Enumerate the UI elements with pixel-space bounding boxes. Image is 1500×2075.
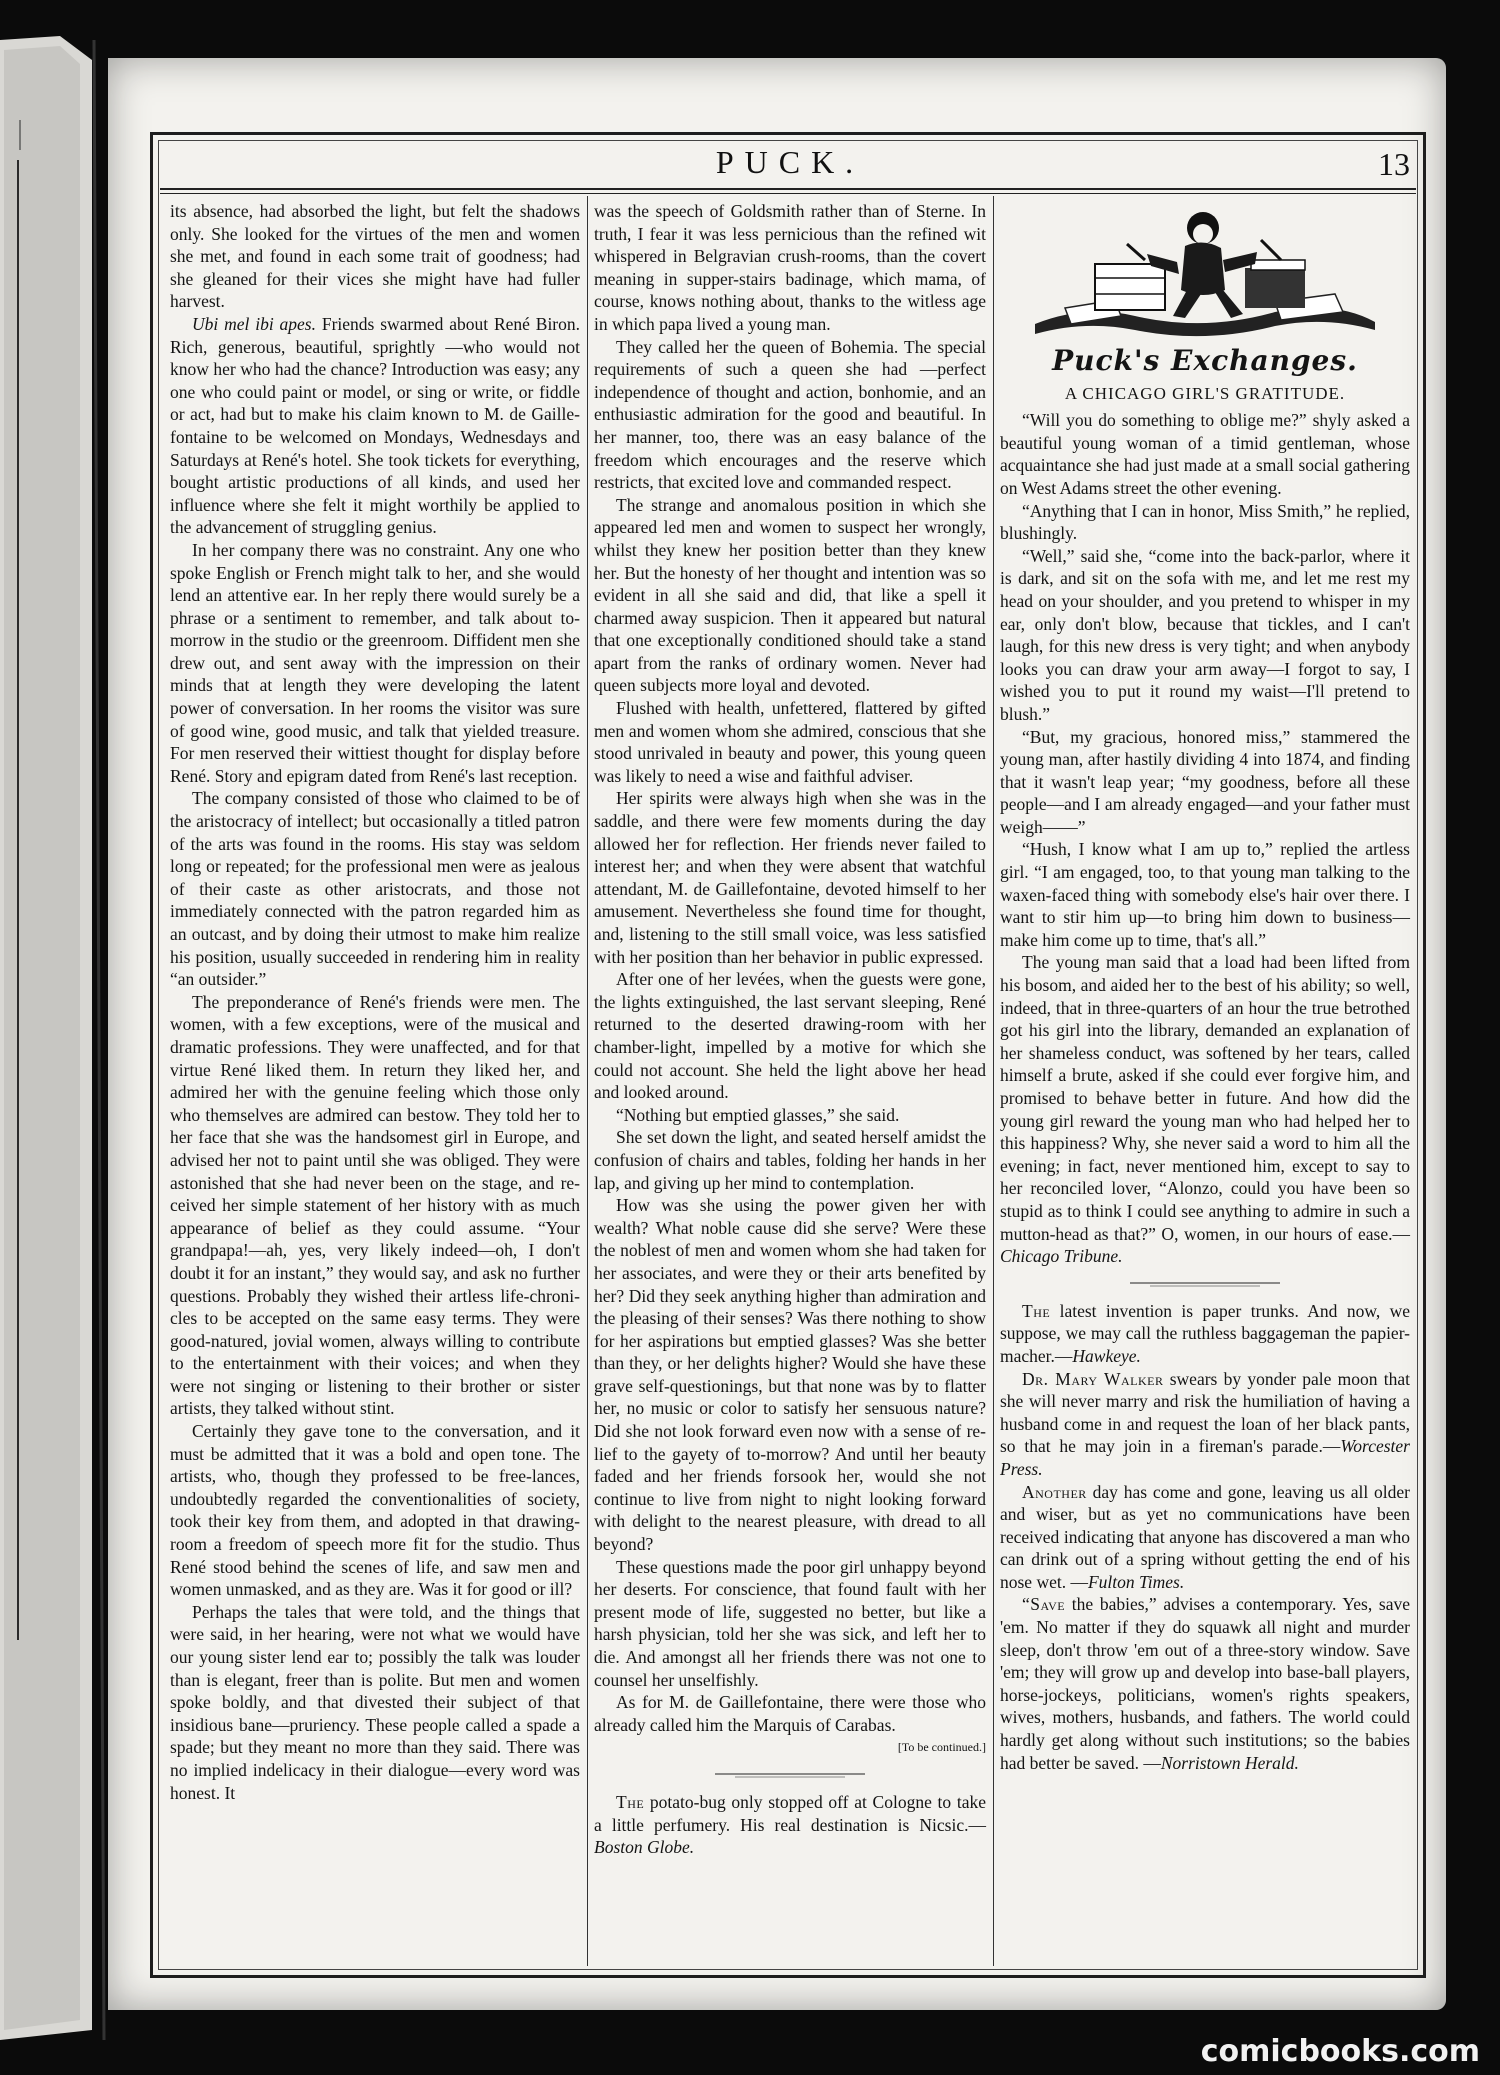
page-number: 13 [1378,146,1410,182]
continued-note: [To be continued.] [897,1740,986,1755]
news-item-lead: The [1022,1300,1051,1321]
paragraph: These questions made the poor girl unhappy beyond her deserts. For conscience, that found fault with her present mode of life, suggested no better, but like a harsh physician, told her she was sick, and left her to die. And amongst all her friends there was not one to counsel her unselfishly. [594,1556,986,1690]
news-item [1000,1300,1410,1368]
paragraph: They called her the queen of Bohemia. The special requirements of such a queen she had —perfect independence of thought and action, bonhomie, and an enthusiastic admiration for the good and beautiful. In her manner, too, there was an easy balance of the freedom which encourages and the reserve which restricts, that excited love and commanded respect. [594,336,986,493]
news-item-lead: “Save [1022,1594,1066,1615]
news-item-source: Chicago Tribune. [1000,1246,1123,1267]
paragraph: The strange and anomalous position in which she appeared led men and women to suspect her wrongly, whilst they knew her position better than they knew her. But the honesty of her thought and intention was so evident in all she said and did, that like a spell it charmed away suspicion. Then it appeared but natural that one exceptionally conditioned should take a stand apart from the ranks of ordinary women. Never had queen subjects more loyal and devoted. [594,494,986,696]
news-item-lead: Another [1022,1481,1087,1502]
column-3 [1000,200,1410,1774]
column-divider-1 [587,196,588,1966]
news-item-text: latest invention is paper trunks. And now, we suppose, we may call the ruthless baggageman the papier-macher.— [1000,1300,1411,1366]
paragraph: “But, my gracious, honored miss,” stammered the young man, after hastily dividing 4 into 1874, and finding that it wasn't leap year; “my goodness, before all these people—and I am already engaged—and your father must weigh——” [1000,726,1410,837]
news-item-source: Hawkeye. [1072,1345,1141,1366]
news-item [594,1791,986,1859]
paragraph: Perhaps the tales that were told, and the things that were said, in her hearing, were not what we would have our young sister lend ear to; possibly the talk was louder than is elegant, freer than is polite. But men and women spoke boldly, and that divested their subject of that insidious bane—pruriency. These people called a spade a spade; but they meant no more than they said. There was no implied indelicacy in their dialogue—every word was honest. It [170,1601,580,1803]
paragraph: “Nothing but emptied glasses,” she said. [616,1104,900,1125]
paragraph: As for M. de Gaillefontaine, there were those who already called him the Marquis of Carabas. [594,1692,986,1735]
news-item-lead: The [616,1791,645,1812]
latin-phrase: Ubi mel ibi apes. [192,313,316,334]
news-item-source: Worcester Press. [1000,1436,1410,1479]
paragraph: “Well,” said she, “come into the back-parlor, where it is dark, and sit on the sofa with me, and let me rest my head on your shoulder, and you pretend to whisper in my ear, only don't blow, because that tickles, and I can't laugh, for this new dress is very tight; and when anybody looks you can draw your arm away—I forgot to say, I wished you to put it round my waist—I'll pretend to blush.” [1000,545,1410,724]
paragraph: “Hush, I know what I am up to,” replied the artless girl. “I am engaged, too, to that young man talking to the waxen-faced thing with somebody else's hair over there. I want to stir him up—to bring him down to business—make him come up to time, that's all.” [1000,839,1410,950]
news-item-source: Boston Globe. [594,1837,695,1858]
paragraph: After one of her levées, when the guests were gone, the lights extinguished, the last servant sleeping, René returned to the deserted drawing-room with her chamber-light, impelled by a motive for which she could not account. She held the light above her head and looked around. [594,969,986,1103]
separator-ornament [715,1769,865,1779]
news-item-text: potato-bug only stopped off at Cologne to take a little perfumery. His real destination is Nicsic.— [594,1791,987,1835]
paragraph: Certainly they gave tone to the conversation, and it must be admitted that it was a bold and open tone. The artists, who, though they professed to be free-lances, undoubtedly regarded the conventionalities of society, took their key from them, and adopted in that drawing-room a freedom of speech more fit for the studio. Thus René stood behind the scenes of life, and saw men and women unmasked, and as they are. Was it for good or ill? [170,1421,580,1600]
header-rule [160,188,1416,194]
column-2 [594,200,986,1859]
news-item [1000,1481,1410,1594]
paragraph: its absence, had absorbed the light, but felt the shadows only. She looked for the virtues of the men and women she met, and found in each some trait of goodness; had she gleaned for their vices she might have had fuller harvest. [170,201,580,312]
paragraph [170,313,580,539]
paragraph: The company consisted of those who claimed to be of the aristocracy of intellect; but occasionally a titled patron of the arts was found in the rooms. His stay was seldom long or repeated; for the professional men were as jealous of their caste as other aristocrats, and those not immediately connected with the patron regarded him as an outcast, and by doing their utmost to make him realize his position, usually succeeded in rendering him in reality “an outsider.” [170,788,580,990]
news-item-text: day has come and gone, leaving us all older and wiser, but as yet no communications have been received indicating that anyone has discovered a man who can drink out of a spring without getting the end of his nose wet. — [1000,1481,1411,1592]
paragraph: How was she using the power given her with wealth? What noble cause did she serve? Were these the noblest of men and women whom she had taken for her associates, and were they or their arts benefited by her? Did they seek anything higher than admiration and the pleasing of their senses? Was there nothing to show for her aspirations but emptied glasses? Was she better than they, or her delights higher? Would she have these grave self-questionings, but that none was by to flatter her, no music or color to satisfy her sensuous nature? Did she not look forward even now with a sense of relief to the gayety of to-morrow? And until her beauty faded and her friends forsook her, would she not continue to live from night to night looking forward with delight to the nearest pleasure, with dread to all beyond? [594,1195,986,1555]
paragraph: The preponderance of René's friends were men. The women, with a few exceptions, were of the musical and dramatic professions. They were unaffected, and for that virtue René liked them. In return they liked her, and admired her with the genuine feeling which those only who themselves are admired can bestow. They told her to her face that she was the handsomest girl in Europe, and advised her not to paint until she was obliged. They were astonished that she had never been on the stage, and received her simple statement of her history with as much appearance of belief as they could assume. “Your grandpapa!—ah, yes, very likely indeed—oh, I don't doubt it for an instant,” they would say, and ask no further questions. Probably they wished their artless life-chronicles to be accepted on the same easy terms. They were good-natured, jovial women, always willing to contribute to the entertainment with their voices; and when they were not singing or listening to their brother or sister artists, they talked without stint. [170,991,580,1419]
news-item-text: swears by yonder pale moon that she will never marry and risk the humiliation of having a husband come in and request the loan of her black pants, so that he may join in a fireman's parade.— [1000,1368,1410,1457]
masthead-title: PUCK. [715,144,865,180]
paragraph: In her company there was no constraint. Any one who spoke English or French might talk to her, and she would lend an attentive ear. In her reply there would surely be a phrase or a sentiment to remember, and talk about to-morrow in the studio or the greenroom. Diffident men she drew out, and sent away with the impression on their minds that at length they were developing the latent power of conversation. In her rooms the visitor was sure of good wine, good music, and talk that yielded treasure. For men reserved their wittiest thought for display before René. Story and epigram dated from René's last reception. [170,539,580,786]
puck-exchanges-vignette [1025,204,1385,344]
paragraph: “Anything that I can in honor, Miss Smith,” he replied, blushingly. [1000,500,1410,544]
article-heading: A CHICAGO GIRL'S GRATITUDE. [1064,383,1346,403]
news-item-source: Fulton Times. [1087,1571,1185,1592]
news-item [1000,1368,1410,1481]
paragraph: “Will you do something to oblige me?” shyly asked a beautiful young woman of a timid gentleman, whose acquaintance she had just made at a small social gathering on West Adams street the other evening. [1000,410,1410,498]
paragraph: Her spirits were always high when she was in the saddle, and there were few moments during the day allowed her for reflection. Her friends never failed to interest her; and when they were absent that watchful attendant, M. de Gaillefontaine, devoted himself to her amusement. Nevertheless she found time for thought, and, listening to the still small voice, was less satisfied with her position than her behavior in public expressed. [594,788,986,967]
site-watermark: comicbooks.com [1200,2034,1480,2069]
section-title: Puck's Exchanges. [1052,344,1358,377]
paragraph [1000,951,1410,1267]
news-item [1000,1593,1410,1774]
column-divider-2 [993,196,994,1966]
paragraph-text: Friends swarmed about René Biron. Rich, generous, beautiful, sprightly —who would not know her who had the chance? Introduction was easy; any one who could paint or model, or sing or write, or fiddle or act, had but to make his claim known to M. de Gaillefontaine to be welcomed on Mondays, Wednesdays and Saturdays at René's hotel. She took tickets for everything, bought artistic productions of all kinds, and used her influence where she felt it might worthily be applied to the advancement of struggling genius. [170,313,581,538]
paragraph: was the speech of Goldsmith rather than of Sterne. In truth, I fear it was less pernicious than the refined wit whispered in Belgravian crush-rooms, than the covert meaning in supper-stairs badinage, which mama, of course, knows nothing about, thanks to the witless age in which papa lived a young man. [594,201,986,334]
separator-ornament [1130,1278,1280,1288]
paragraph: She set down the light, and seated herself amidst the confusion of chairs and tables, folding her hands in her lap, and giving up her mind to contemplation. [594,1127,986,1193]
paragraph: Flushed with health, unfettered, flattered by gifted men and women whom she admired, conscious that she stood unrivaled in beauty and power, this young queen was likely to need a wise and faithful adviser. [594,698,986,786]
column-1 [170,200,580,1804]
news-item-text: the babies,” advises a contemporary. Yes, save 'em. No matter if they do squawk all night and murder sleep, don't throw 'em out of a three-story window. Save 'em; they will grow up and develop into base-ball players, horse-jockeys, politicians, women's rights speakers, wives, mothers, husbands, and fathers. The world could hardly get along without such institutions; so the babies had better be saved. — [1000,1594,1411,1773]
paragraph-text: The young man said that a load had been lifted from his bosom, and aided her to the best of his ability; so well, indeed, that in three-quarters of an hour the true betrothed got his girl into the library, demanded an explanation of her shameless conduct, was softened by her tears, called himself a brute, asked if she could ever forgive him, and promised to behave better in future. And how did the young girl reward the young man who had helped her to this happiness? Why, she never said a word to him all the evening; in fact, never mentioned him, except to say to her reconciled lover, “Alonzo, could you have been so stupid as to think I could see anything to admire in such a mutton-head as that?” O, women, in our hours of ease.— [1000,952,1410,1244]
news-item-lead: Dr. Mary Walker [1022,1368,1164,1389]
news-item-source: Norristown Herald. [1160,1752,1299,1773]
